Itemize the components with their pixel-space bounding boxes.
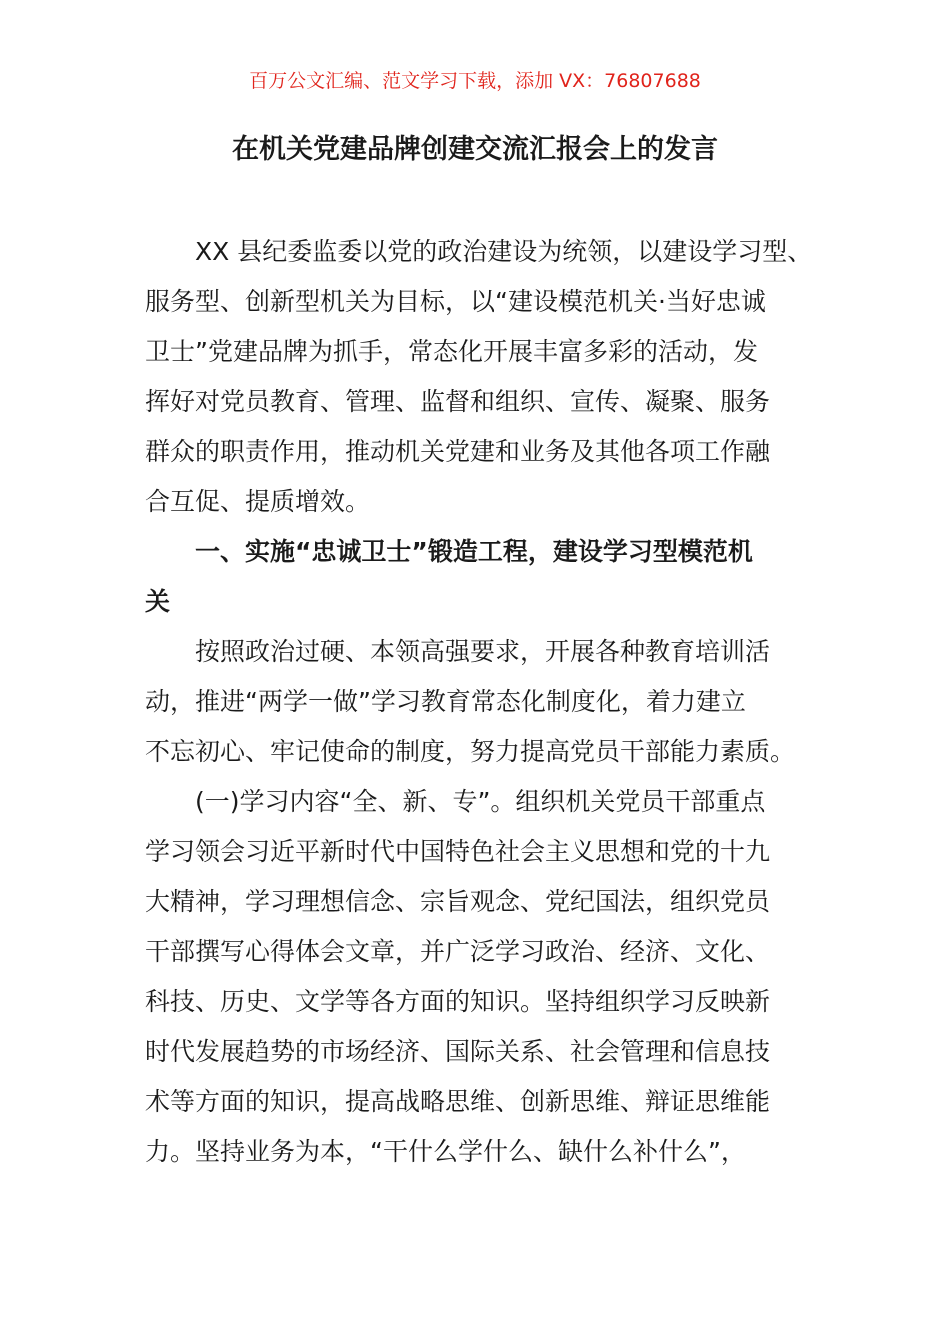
paragraph-line: XX 县纪委监委以党的政治建设为统领，以建设学习型、 xyxy=(195,237,813,266)
paragraph-line: 时代发展趋势的市场经济、国际关系、社会管理和信息技 xyxy=(145,1037,771,1066)
paragraph-line: 挥好对党员教育、管理、监督和组织、宣传、凝聚、服务 xyxy=(145,387,771,416)
section-heading-line: 一、实施“忠诚卫士”锻造工程，建设学习型模范机 xyxy=(195,537,753,566)
paragraph-line: (一)学习内容“全、新、专”。组织机关党员干部重点 xyxy=(195,787,766,816)
paragraph-line: 科技、历史、文学等各方面的知识。坚持组织学习反映新 xyxy=(145,987,771,1016)
paragraph-line: 动，推进“两学一做”学习教育常态化制度化，着力建立 xyxy=(145,687,746,716)
paragraph-line: 力。坚持业务为本，“干什么学什么、缺什么补什么”， xyxy=(145,1137,746,1166)
paragraph-line: 群众的职责作用，推动机关党建和业务及其他各项工作融 xyxy=(145,437,771,466)
paragraph-line: 服务型、创新型机关为目标，以“建设模范机关·当好忠诚 xyxy=(145,287,766,316)
paragraph-line: 卫士”党建品牌为抓手，常态化开展丰富多彩的活动，发 xyxy=(145,337,758,366)
document-title: 在机关党建品牌创建交流汇报会上的发言 xyxy=(232,134,718,165)
section-heading-line: 关 xyxy=(145,587,171,616)
paragraph-line: 按照政治过硬、本领高强要求，开展各种教育培训活 xyxy=(195,637,771,666)
paragraph-line: 不忘初心、牢记使命的制度，努力提高党员干部能力素质。 xyxy=(145,737,796,766)
header-note: 百万公文汇编、范文学习下载，添加 VX：76807688 xyxy=(249,70,701,92)
paragraph-line: 合互促、提质增效。 xyxy=(145,487,371,516)
paragraph-line: 大精神，学习理想信念、宗旨观念、党纪国法，组织党员 xyxy=(145,887,771,916)
paragraph-line: 术等方面的知识，提高战略思维、创新思维、辩证思维能 xyxy=(145,1087,771,1116)
paragraph-line: 干部撰写心得体会文章，并广泛学习政治、经济、文化、 xyxy=(145,937,771,966)
paragraph-line: 学习领会习近平新时代中国特色社会主义思想和党的十九 xyxy=(145,837,771,866)
